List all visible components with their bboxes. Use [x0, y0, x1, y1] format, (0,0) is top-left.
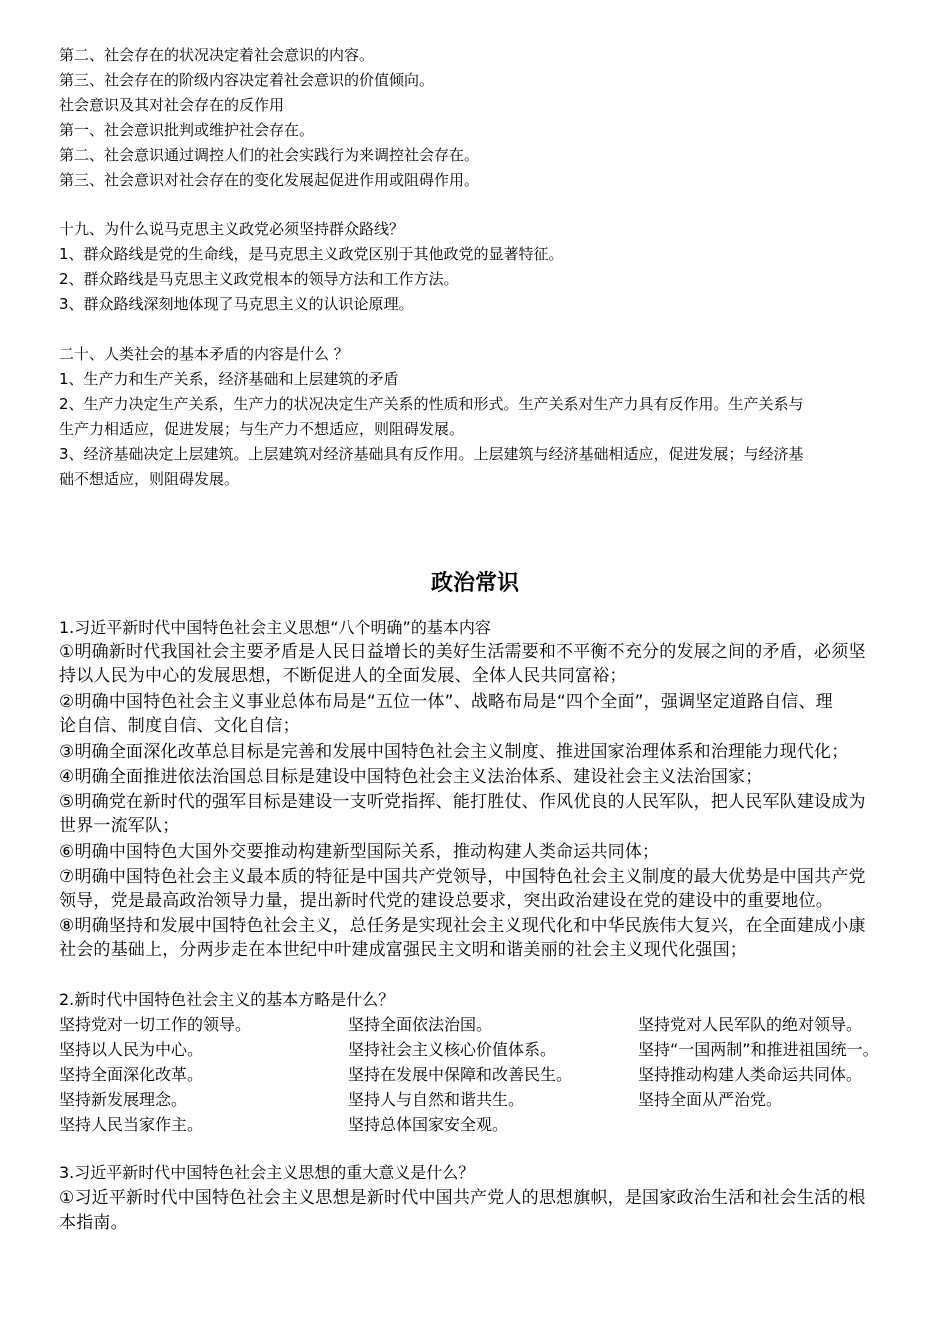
- s1-line: ⑥明确中国特色大国外交要推动构建新型国际关系，推动构建人类命运共同体；: [59, 842, 660, 862]
- s3-line: 本指南。: [59, 1213, 128, 1233]
- strategy-item: 坚持人民当家作主。: [59, 1115, 204, 1134]
- s1-line: ②明确中国特色社会主义事业总体布局是“五位一体”、战略布局是“四个全面”，强调坚定道路自信、理: [59, 692, 833, 712]
- s3-line: ①习近平新时代中国特色社会主义思想是新时代中国共产党人的思想旗帜，是国家政治生活和社会生活的根: [59, 1188, 866, 1208]
- s1-line: ③明确全面深化改革总目标是完善和发展中国特色社会主义制度、推进国家治理体系和治理能力现代化；: [59, 742, 849, 762]
- text-line: 第二、社会意识通过调控人们的社会实践行为来调控社会存在。: [59, 146, 480, 164]
- strategy-item: 坚持总体国家安全观。: [348, 1115, 509, 1134]
- q19-item: 1、群众路线是党的生命线，是马克思主义政党区别于其他政党的显著特征。: [59, 245, 564, 263]
- section-title: 政治常识: [430, 570, 519, 596]
- strategy-item: 坚持新发展理念。: [59, 1090, 188, 1109]
- s1-line: ①明确新时代我国社会主要矛盾是人民日益增长的美好生活需要和不平衡不充分的发展之间的矛盾，必须坚: [59, 642, 866, 662]
- strategy-item: 坚持推动构建人类命运共同体。: [638, 1065, 863, 1084]
- s1-line: 论自信、制度自信、文化自信；: [59, 716, 300, 736]
- s2-title: 2.新时代中国特色社会主义的基本方略是什么？: [59, 990, 395, 1009]
- text-line: 第二、社会存在的状况决定着社会意识的内容。: [59, 46, 375, 64]
- s1-line: ④明确全面推进依法治国总目标是建设中国特色社会主义法治体系、建设社会主义法治国家；: [59, 767, 763, 787]
- strategy-item: 坚持全面从严治党。: [638, 1090, 783, 1109]
- s1-title: 1.习近平新时代中国特色社会主义思想“八个明确”的基本内容: [59, 618, 491, 637]
- s1-line: 世界一流军队；: [59, 816, 180, 836]
- strategy-item: 坚持社会主义核心价值体系。: [348, 1040, 557, 1059]
- question-20-title: 二十、人类社会的基本矛盾的内容是什么 ？: [59, 345, 349, 363]
- q19-item: 3、群众路线深刻地体现了马克思主义的认识论原理。: [59, 295, 414, 313]
- text-line: 社会意识及其对社会存在的反作用: [59, 96, 285, 114]
- s1-line: 持以人民为中心的发展思想，不断促进人的全面发展、全体人民共同富裕；: [59, 666, 627, 686]
- q20-line: 础不想适应，则阻碍发展。: [59, 470, 240, 488]
- strategy-item: 坚持“一国两制”和推进祖国统一。: [638, 1040, 879, 1059]
- text-line: 第三、社会存在的阶级内容决定着社会意识的价值倾向。: [59, 71, 435, 89]
- strategy-item: 坚持在发展中保障和改善民生。: [348, 1065, 573, 1084]
- strategy-item: 坚持人与自然和谐共生。: [348, 1090, 525, 1109]
- s3-title: 3.习近平新时代中国特色社会主义思想的重大意义是什么？: [59, 1163, 475, 1182]
- strategy-item: 坚持全面依法治国。: [348, 1015, 493, 1034]
- s1-line: ⑦明确中国特色社会主义最本质的特征是中国共产党领导，中国特色社会主义制度的最大优势是中国共产党: [59, 867, 866, 887]
- text-line: 第三、社会意识对社会存在的变化发展起促进作用或阻碍作用。: [59, 171, 480, 189]
- question-19-title: 十九、为什么说马克思主义政党必须坚持群众路线？: [59, 220, 405, 238]
- s1-line: 社会的基础上，分两步走在本世纪中叶建成富强民主文明和谐美丽的社会主义现代化强国；: [59, 940, 747, 960]
- strategy-item: 坚持全面深化改革。: [59, 1065, 204, 1084]
- strategy-item: 坚持以人民为中心。: [59, 1040, 204, 1059]
- text-line: 第一、社会意识批判或维护社会存在。: [59, 121, 315, 139]
- q20-line: 2、生产力决定生产关系，生产力的状况决定生产关系的性质和形式。生产关系对生产力具有反作用。生产关系与: [59, 395, 804, 413]
- q20-line: 生产力相适应，促进发展；与生产力不想适应，则阻碍发展。: [59, 420, 465, 438]
- s1-line: ⑤明确党在新时代的强军目标是建设一支听党指挥、能打胜仗、作风优良的人民军队，把人民军队建设成为: [59, 792, 866, 812]
- s1-line: 领导，党是最高政治领导力量，提出新时代党的建设总要求，突出政治建设在党的建设中的重要地位。: [59, 891, 833, 911]
- strategy-item: 坚持党对一切工作的领导。: [59, 1015, 252, 1034]
- q20-line: 1、生产力和生产关系，经济基础和上层建筑的矛盾: [59, 370, 399, 388]
- q20-line: 3、经济基础决定上层建筑。上层建筑对经济基础具有反作用。上层建筑与经济基础相适应，促进发展；与经济基: [59, 445, 804, 463]
- q19-item: 2、群众路线是马克思主义政党根本的领导方法和工作方法。: [59, 270, 459, 288]
- strategy-item: 坚持党对人民军队的绝对领导。: [638, 1015, 863, 1034]
- s1-line: ⑧明确坚持和发展中国特色社会主义，总任务是实现社会主义现代化和中华民族伟大复兴，在全面建成小康: [59, 916, 866, 936]
